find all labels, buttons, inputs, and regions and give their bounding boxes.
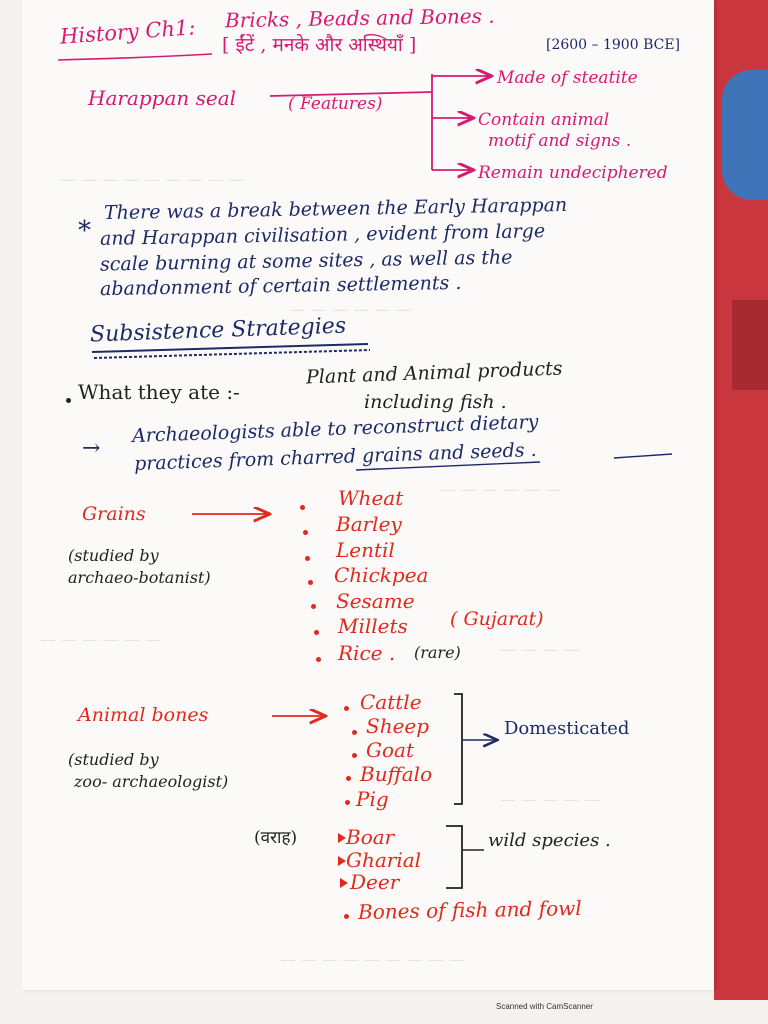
bullet-icon bbox=[311, 604, 316, 609]
seal-features: ( Features) bbox=[288, 94, 383, 114]
bullet-icon bbox=[66, 398, 71, 403]
seal-item: Contain animal bbox=[478, 110, 610, 130]
grain-item: Barley bbox=[336, 512, 402, 536]
break-note-line: and Harappan civilisation , evident from large bbox=[99, 220, 546, 250]
seal-item: Remain undeciphered bbox=[478, 163, 668, 183]
wild-animal: Boar bbox=[346, 825, 395, 849]
bullet-icon bbox=[314, 630, 319, 635]
grain-item: Sesame bbox=[336, 589, 415, 613]
what-ate-answer: Plant and Animal products bbox=[305, 357, 563, 389]
bullet-icon bbox=[346, 776, 351, 781]
bleed-through: — — — — — — bbox=[40, 630, 162, 649]
grain-item: Wheat bbox=[338, 486, 404, 510]
grain-item: Lentil bbox=[336, 538, 395, 562]
domesticated-label: Domesticated bbox=[504, 718, 630, 739]
wild-animal: Gharial bbox=[346, 848, 422, 872]
grains-studied: (studied by bbox=[68, 546, 159, 565]
break-note-line: abandonment of certain settlements . bbox=[99, 271, 462, 301]
break-note-line: There was a break between the Early Harappan bbox=[103, 193, 568, 225]
bullet-icon bbox=[352, 730, 357, 735]
wild-prefix: (वराह) bbox=[254, 828, 298, 848]
bleed-through: — — — — — — bbox=[440, 480, 562, 499]
bullet-icon bbox=[345, 800, 350, 805]
star-icon: * bbox=[78, 216, 91, 246]
bullet-icon bbox=[305, 556, 310, 561]
what-ate-answer: including fish . bbox=[364, 391, 507, 413]
rice-note: (rare) bbox=[414, 643, 461, 662]
bullet-icon bbox=[344, 914, 349, 919]
seal-item: Made of steatite bbox=[497, 68, 638, 88]
title-hindi: [ ईंटें , मनके और अस्थियाँ ] bbox=[222, 34, 417, 56]
bleed-through: — — — — — bbox=[500, 790, 601, 809]
wild-species-label: wild species . bbox=[488, 830, 611, 851]
domestic-animal: Sheep bbox=[366, 714, 430, 738]
bleed-through: — — — — — — bbox=[290, 300, 412, 319]
bleed-through: — — — — — — — — — bbox=[280, 950, 465, 969]
title-period: [2600 – 1900 BCE] bbox=[546, 37, 681, 53]
seal-item: motif and signs . bbox=[488, 131, 632, 151]
animals-studied: (studied by bbox=[68, 750, 159, 769]
animals-studied: zoo- archaeologist) bbox=[74, 772, 229, 791]
title-main: Bricks , Beads and Bones . bbox=[224, 3, 495, 33]
bullet-icon bbox=[308, 580, 313, 585]
domestic-animal: Goat bbox=[366, 738, 414, 762]
grains-label: Grains bbox=[82, 503, 146, 525]
break-note-line: scale burning at some sites , as well as the bbox=[99, 246, 513, 276]
notebook-edge bbox=[714, 0, 768, 1000]
grain-item: Rice . bbox=[338, 641, 396, 665]
bullet-icon bbox=[300, 505, 305, 510]
bleed-through: — — — — — — — — — bbox=[60, 170, 245, 189]
bullet-icon bbox=[344, 706, 349, 711]
grains-studied: archaeo-botanist) bbox=[68, 568, 211, 587]
archaeologists-line: practices from charred grains and seeds . bbox=[133, 438, 537, 476]
title-prefix: History Ch1: bbox=[59, 15, 197, 49]
seal-label: Harappan seal bbox=[88, 86, 237, 110]
subsistence-heading: Subsistence Strategies bbox=[89, 313, 347, 348]
grain-item: Millets bbox=[338, 614, 408, 638]
archaeologists-line: Archaeologists able to reconstruct dietary bbox=[131, 410, 539, 448]
grain-item: Chickpea bbox=[334, 563, 429, 587]
domestic-animal: Pig bbox=[356, 787, 389, 811]
fish-fowl-bones: Bones of fish and fowl bbox=[357, 896, 582, 924]
what-ate-label: What they ate :- bbox=[78, 380, 240, 404]
animal-bones-label: Animal bones bbox=[78, 704, 209, 726]
wild-animal: Deer bbox=[350, 870, 400, 894]
domestic-animal: Buffalo bbox=[360, 762, 433, 786]
scan-credit: Scanned with CamScanner bbox=[496, 1002, 593, 1011]
domestic-animal: Cattle bbox=[360, 690, 422, 714]
bullet-icon bbox=[303, 530, 308, 535]
millets-note: ( Gujarat) bbox=[450, 608, 544, 630]
bullet-icon bbox=[316, 657, 321, 662]
bleed-through: — — — — bbox=[500, 640, 580, 659]
arrow-icon: → bbox=[82, 436, 101, 461]
bullet-icon bbox=[352, 753, 357, 758]
